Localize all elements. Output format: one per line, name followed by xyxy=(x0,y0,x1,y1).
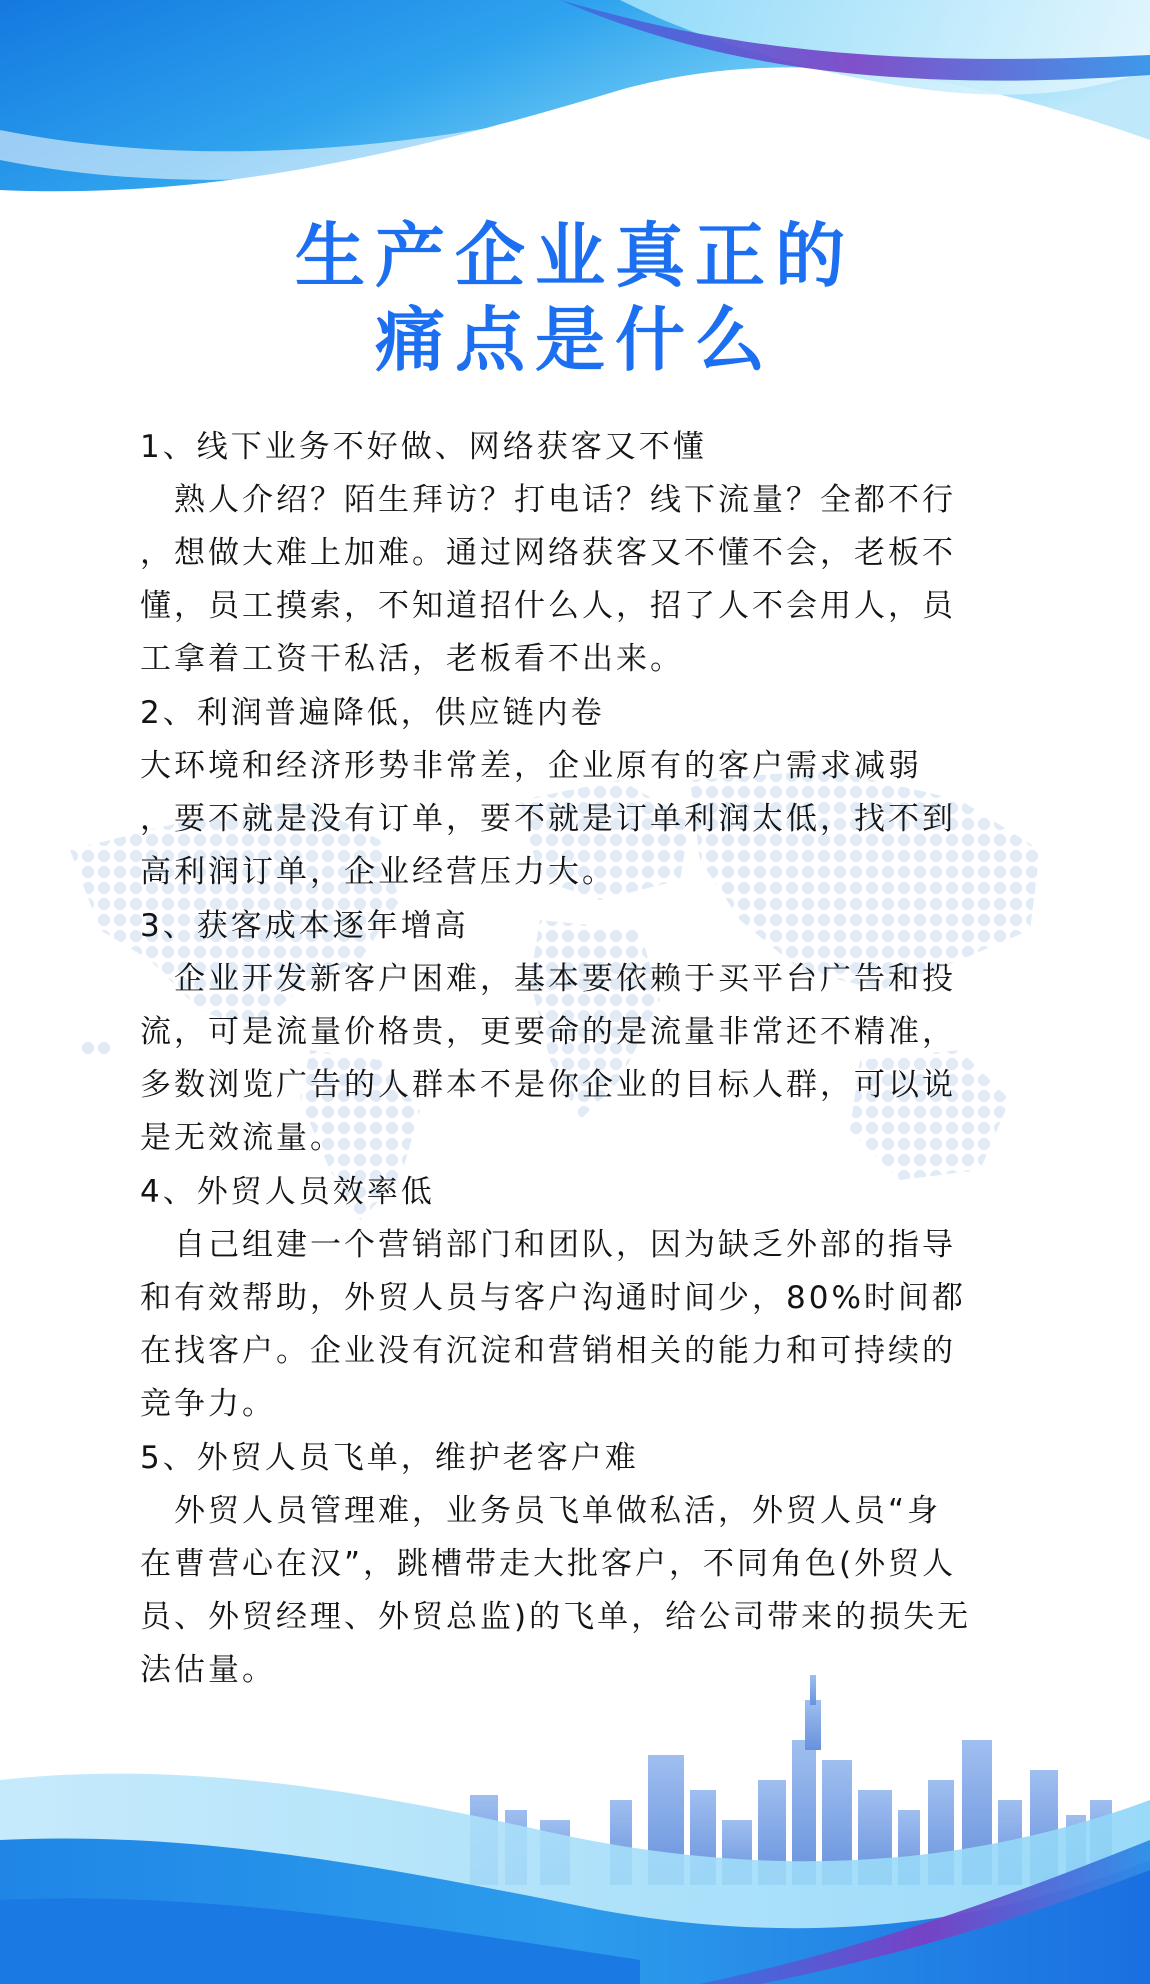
body-line: 在找客户。企业没有沉淀和营销相关的能力和可持续的 xyxy=(140,1333,956,1369)
body-line: 外贸人员管理难，业务员飞单做私活，外贸人员“身 xyxy=(140,1493,942,1529)
section-heading: 3、获客成本逐年增高 xyxy=(140,908,469,944)
section-5 xyxy=(140,1431,1035,1697)
body-line: 法估量。 xyxy=(140,1652,276,1688)
content xyxy=(140,420,1035,1697)
body-line: 企业开发新客户困难，基本要依赖于买平台广告和投 xyxy=(140,961,956,997)
section-heading: 2、利润普遍降低，供应链内卷 xyxy=(140,695,605,731)
section-body xyxy=(140,1485,1035,1697)
section-3 xyxy=(140,899,1035,1165)
body-line: 是无效流量。 xyxy=(140,1120,344,1156)
section-heading: 4、外贸人员效率低 xyxy=(140,1174,435,1210)
title-line-2: 痛点是什么 xyxy=(375,299,775,381)
body-line: 懂，员工摸索，不知道招什么人，招了人不会用人，员 xyxy=(140,588,956,624)
title-line-1: 生产企业真正的 xyxy=(295,215,855,297)
body-line: 大环境和经济形势非常差，企业原有的客户需求减弱 xyxy=(140,748,922,784)
body-line: 员、外贸经理、外贸总监)的飞单，给公司带来的损失无 xyxy=(140,1599,972,1635)
section-heading: 5、外贸人员飞单，维护老客户难 xyxy=(140,1440,639,1476)
section-1 xyxy=(140,420,1035,686)
section-4 xyxy=(140,1165,1035,1431)
body-line: 熟人介绍？陌生拜访？打电话？线下流量？全都不行 xyxy=(140,482,956,518)
section-2 xyxy=(140,686,1035,899)
body-line: 和有效帮助，外贸人员与客户沟通时间少，80%时间都 xyxy=(140,1280,966,1316)
body-line: 工拿着工资干私活，老板看不出来。 xyxy=(140,641,684,677)
body-line: 多数浏览广告的人群本不是你企业的目标人群，可以说 xyxy=(140,1067,956,1103)
section-body xyxy=(140,740,1035,899)
section-body xyxy=(140,1219,1035,1431)
body-line: 竞争力。 xyxy=(140,1386,276,1422)
section-heading: 1、线下业务不好做、网络获客又不懂 xyxy=(140,429,707,465)
body-line: ，要不就是没有订单，要不就是订单利润太低，找不到 xyxy=(140,801,956,837)
section-body xyxy=(140,953,1035,1165)
body-line: 在曹营心在汉”，跳槽带走大批客户，不同角色(外贸人 xyxy=(140,1546,957,1582)
body-line: 高利润订单，企业经营压力大。 xyxy=(140,854,616,890)
body-line: ，想做大难上加难。通过网络获客又不懂不会，老板不 xyxy=(140,535,956,571)
body-line: 流，可是流量价格贵，更要命的是流量非常还不精准， xyxy=(140,1014,956,1050)
body-line: 自己组建一个营销部门和团队，因为缺乏外部的指导 xyxy=(140,1227,956,1263)
section-body xyxy=(140,474,1035,686)
